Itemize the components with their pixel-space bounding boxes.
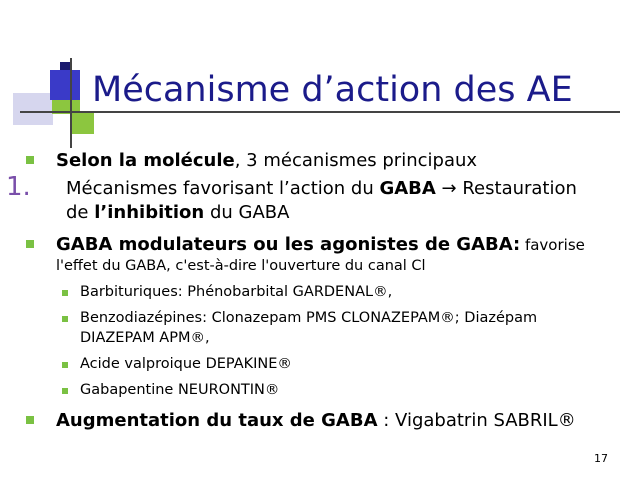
- decor-square-navy: [60, 62, 70, 70]
- text: Restauration: [462, 178, 577, 199]
- bold-text: Selon la molécule: [56, 150, 235, 171]
- page-number: 17: [594, 452, 608, 465]
- decor-vertical-line: [70, 58, 72, 148]
- text: , 3 mécanismes principaux: [234, 150, 478, 171]
- bullet-item-continuation: l'effet du GABA, c'est-à-dire l'ouverture du canal Cl: [56, 258, 426, 274]
- text: Barbituriques: Phénobarbital GARDENAL®,: [80, 284, 393, 300]
- text: de: [66, 202, 95, 223]
- square-bullet-icon: [62, 290, 68, 296]
- square-bullet-icon: [26, 416, 34, 424]
- bold-text: l’inhibition: [94, 202, 205, 223]
- square-bullet-icon: [62, 388, 68, 394]
- list-number: 1.: [6, 172, 31, 202]
- decor-square-lavender: [13, 93, 53, 125]
- text: Acide valproique DEPAKINE®: [80, 356, 292, 372]
- text: du GABA: [204, 202, 290, 223]
- bold-text: Augmentation du taux de GABA: [56, 410, 378, 431]
- sub-bullet-continuation: DIAZEPAM APM®,: [80, 330, 210, 346]
- square-bullet-icon: [26, 240, 34, 248]
- arrow-text: →: [435, 178, 463, 199]
- square-bullet-icon: [62, 316, 68, 322]
- square-bullet-icon: [26, 156, 34, 164]
- text: Mécanismes favorisant l’action du: [66, 178, 380, 199]
- decor-square-blue: [50, 70, 80, 100]
- slide-title: Mécanisme d’action des AE: [92, 70, 573, 110]
- text: Benzodiazépines: Clonazepam PMS CLONAZEPAM®; Diazépam: [80, 310, 538, 326]
- text: : Vigabatrin SABRIL®: [377, 410, 576, 431]
- bold-text: GABA: [379, 178, 436, 199]
- decor-square-green-small: [72, 112, 94, 134]
- title-underline: [20, 111, 620, 113]
- text: Gabapentine NEURONTIN®: [80, 382, 280, 398]
- text: favorise: [520, 236, 585, 254]
- square-bullet-icon: [62, 362, 68, 368]
- numbered-item-line-1: [66, 178, 577, 199]
- numbered-item-line-2: [66, 202, 289, 223]
- bold-text: GABA modulateurs ou les agonistes de GABA:: [56, 234, 521, 255]
